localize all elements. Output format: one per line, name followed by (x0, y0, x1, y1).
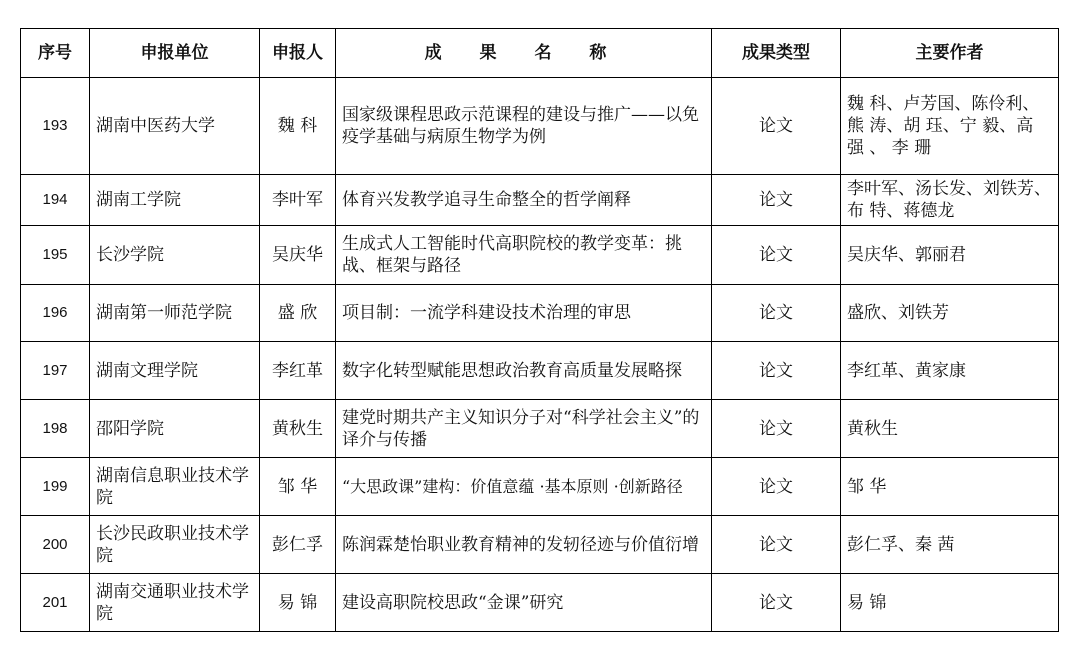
row-title: “大思政课”建构：价值意蕴 ·基本原则 ·创新路径 (336, 458, 712, 516)
row-unit: 湖南文理学院 (90, 342, 260, 400)
row-applicant: 黄秋生 (260, 400, 336, 458)
row-authors: 邹 华 (841, 458, 1059, 516)
row-title: 国家级课程思政示范课程的建设与推广——以免疫学基础与病原生物学为例 (336, 78, 712, 175)
table-row (21, 342, 1059, 400)
row-no: 196 (21, 285, 90, 342)
row-unit: 湖南第一师范学院 (90, 285, 260, 342)
row-authors: 吴庆华、郭丽君 (841, 226, 1059, 285)
row-type: 论文 (712, 342, 841, 400)
header-no: 序号 (21, 29, 90, 78)
row-type: 论文 (712, 285, 841, 342)
row-no: 195 (21, 226, 90, 285)
achievement-table (20, 28, 1059, 632)
table-row (21, 78, 1059, 175)
row-type: 论文 (712, 78, 841, 175)
row-title: 体育兴发教学追寻生命整全的哲学阐释 (336, 175, 712, 226)
row-no: 193 (21, 78, 90, 175)
header-applicant: 申报人 (260, 29, 336, 78)
row-authors: 易 锦 (841, 574, 1059, 632)
row-applicant: 吴庆华 (260, 226, 336, 285)
row-type: 论文 (712, 226, 841, 285)
header-authors: 主要作者 (841, 29, 1059, 78)
row-authors: 李叶军、汤长发、刘铁芳、布 特、蒋德龙 (841, 175, 1059, 226)
row-title: 项目制：一流学科建设技术治理的审思 (336, 285, 712, 342)
row-authors: 魏 科、卢芳国、陈伶利、熊 涛、胡 珏、宁 毅、高 强 、 李 珊 (841, 78, 1059, 175)
row-applicant: 李红革 (260, 342, 336, 400)
row-type: 论文 (712, 458, 841, 516)
table-row (21, 226, 1059, 285)
row-type: 论文 (712, 400, 841, 458)
table-header-row (21, 29, 1059, 78)
header-type: 成果类型 (712, 29, 841, 78)
row-applicant: 盛 欣 (260, 285, 336, 342)
row-applicant: 魏 科 (260, 78, 336, 175)
row-unit: 湖南信息职业技术学院 (90, 458, 260, 516)
row-title: 建党时期共产主义知识分子对“科学社会主义”的译介与传播 (336, 400, 712, 458)
row-unit: 湖南中医药大学 (90, 78, 260, 175)
table-row (21, 574, 1059, 632)
header-unit: 申报单位 (90, 29, 260, 78)
row-applicant: 易 锦 (260, 574, 336, 632)
row-type: 论文 (712, 574, 841, 632)
row-applicant: 李叶军 (260, 175, 336, 226)
row-authors: 李红革、黄家康 (841, 342, 1059, 400)
row-authors: 盛欣、刘铁芳 (841, 285, 1059, 342)
row-unit: 长沙学院 (90, 226, 260, 285)
row-unit: 邵阳学院 (90, 400, 260, 458)
table-row (21, 400, 1059, 458)
document-page (20, 28, 1059, 632)
row-title: 数字化转型赋能思想政治教育高质量发展略探 (336, 342, 712, 400)
row-no: 201 (21, 574, 90, 632)
row-authors: 彭仁孚、秦 茜 (841, 516, 1059, 574)
row-type: 论文 (712, 175, 841, 226)
row-unit: 湖南工学院 (90, 175, 260, 226)
table-row (21, 175, 1059, 226)
row-no: 198 (21, 400, 90, 458)
row-no: 197 (21, 342, 90, 400)
row-no: 200 (21, 516, 90, 574)
row-title: 生成式人工智能时代高职院校的教学变革：挑战、框架与路径 (336, 226, 712, 285)
row-unit: 湖南交通职业技术学院 (90, 574, 260, 632)
header-title: 成 果 名 称 (336, 29, 712, 78)
table-row (21, 516, 1059, 574)
row-applicant: 邹 华 (260, 458, 336, 516)
table-row (21, 458, 1059, 516)
row-applicant: 彭仁孚 (260, 516, 336, 574)
table-row (21, 285, 1059, 342)
row-type: 论文 (712, 516, 841, 574)
row-unit: 长沙民政职业技术学院 (90, 516, 260, 574)
row-no: 194 (21, 175, 90, 226)
row-title: 建设高职院校思政“金课”研究 (336, 574, 712, 632)
row-title: 陈润霖楚怡职业教育精神的发轫径迹与价值衍增 (336, 516, 712, 574)
row-authors: 黄秋生 (841, 400, 1059, 458)
row-no: 199 (21, 458, 90, 516)
